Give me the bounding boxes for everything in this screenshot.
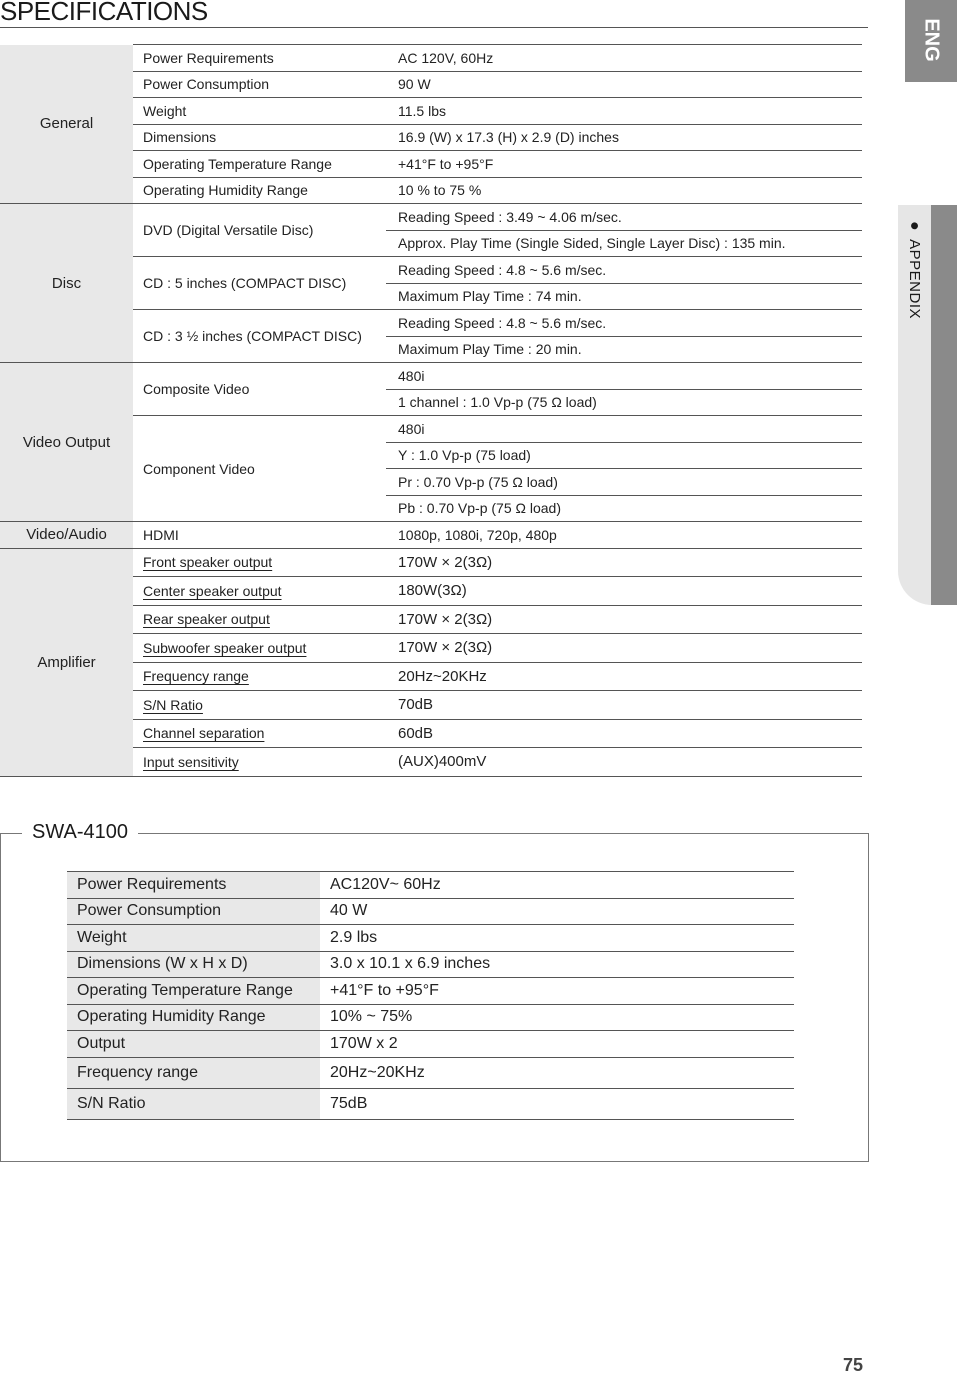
spec-value: 480i <box>386 416 862 443</box>
spec-label: S/N Ratio <box>67 1088 320 1119</box>
table-row <box>67 925 794 952</box>
language-tab-label: ENG <box>920 18 943 62</box>
language-tab <box>905 0 957 82</box>
spec-value: Reading Speed : 3.49 ~ 4.06 m/sec. <box>386 204 862 231</box>
spec-label: Rear speaker output <box>133 605 386 634</box>
table-row <box>0 204 862 231</box>
spec-value: +41°F to +95°F <box>320 978 794 1005</box>
page-number: 75 <box>843 1355 864 1375</box>
spec-value: 20Hz~20KHz <box>386 662 862 691</box>
spec-label: Operating Temperature Range <box>67 978 320 1005</box>
spec-value: +41°F to +95°F <box>386 151 862 178</box>
spec-label: Center speaker output <box>133 577 386 606</box>
table-row <box>67 951 794 978</box>
spec-label: Operating Temperature Range <box>133 151 386 178</box>
table-row <box>67 978 794 1005</box>
table-row <box>0 548 862 577</box>
spec-value: Pb : 0.70 Vp-p (75 Ω load) <box>386 495 862 522</box>
spec-value: 480i <box>386 363 862 390</box>
spec-label: Operating Humidity Range <box>133 177 386 204</box>
table-row <box>67 1004 794 1031</box>
spec-value: 11.5 lbs <box>386 98 862 125</box>
category-video-output: Video Output <box>0 363 133 522</box>
category-general: General <box>0 45 133 204</box>
spec-label: Operating Humidity Range <box>67 1004 320 1031</box>
spec-value: AC120V~ 60Hz <box>320 872 794 899</box>
section-tab-label <box>905 221 923 319</box>
spec-label: CD : 5 inches (COMPACT DISC) <box>133 257 386 310</box>
spec-label: Frequency range <box>133 662 386 691</box>
section-tab-text: APPENDIX <box>906 239 923 320</box>
spec-value: 60dB <box>386 719 862 748</box>
spec-label: Weight <box>133 98 386 125</box>
spec-value: 170W × 2(3Ω) <box>386 548 862 577</box>
section-tab-bar <box>931 205 957 605</box>
spec-value: 3.0 x 10.1 x 6.9 inches <box>320 951 794 978</box>
title-divider <box>0 27 868 28</box>
table-row <box>0 363 862 390</box>
table-row <box>0 45 862 72</box>
swa-spec-table <box>67 871 794 1120</box>
spec-label: Output <box>67 1031 320 1058</box>
spec-label: Power Consumption <box>67 898 320 925</box>
spec-value: 1 channel : 1.0 Vp-p (75 Ω load) <box>386 389 862 416</box>
spec-value: 20Hz~20KHz <box>320 1057 794 1088</box>
spec-label: CD : 3 ½ inches (COMPACT DISC) <box>133 310 386 363</box>
spec-value: 170W × 2(3Ω) <box>386 605 862 634</box>
spec-value: Maximum Play Time : 20 min. <box>386 336 862 363</box>
swa-title: SWA-4100 <box>22 821 138 844</box>
specifications-table <box>0 44 862 777</box>
table-row <box>67 1031 794 1058</box>
spec-label: Dimensions (W x H x D) <box>67 951 320 978</box>
spec-label: Power Requirements <box>67 872 320 899</box>
spec-label: Power Requirements <box>133 45 386 72</box>
spec-label: Power Consumption <box>133 71 386 98</box>
spec-value: 90 W <box>386 71 862 98</box>
spec-value: 16.9 (W) x 17.3 (H) x 2.9 (D) inches <box>386 124 862 151</box>
spec-value: Pr : 0.70 Vp-p (75 Ω load) <box>386 469 862 496</box>
spec-value: 1080p, 1080i, 720p, 480p <box>386 522 862 549</box>
table-row <box>67 1057 794 1088</box>
spec-value: Reading Speed : 4.8 ~ 5.6 m/sec. <box>386 257 862 284</box>
spec-label: S/N Ratio <box>133 691 386 720</box>
spec-label: Input sensitivity <box>133 748 386 777</box>
spec-label: DVD (Digital Versatile Disc) <box>133 204 386 257</box>
spec-value: AC 120V, 60Hz <box>386 45 862 72</box>
category-amplifier: Amplifier <box>0 548 133 776</box>
spec-value: 170W × 2(3Ω) <box>386 634 862 663</box>
category-disc: Disc <box>0 204 133 363</box>
spec-value: 10 % to 75 % <box>386 177 862 204</box>
spec-value: Reading Speed : 4.8 ~ 5.6 m/sec. <box>386 310 862 337</box>
spec-label: HDMI <box>133 522 386 549</box>
spec-label: Frequency range <box>67 1057 320 1088</box>
table-row <box>67 898 794 925</box>
spec-label: Channel separation <box>133 719 386 748</box>
spec-value: 75dB <box>320 1088 794 1119</box>
spec-label: Weight <box>67 925 320 952</box>
spec-value: 170W x 2 <box>320 1031 794 1058</box>
table-row <box>67 872 794 899</box>
spec-value: 70dB <box>386 691 862 720</box>
table-row <box>67 1088 794 1119</box>
spec-value: Approx. Play Time (Single Sided, Single Layer Disc) : 135 min. <box>386 230 862 257</box>
spec-value: Maximum Play Time : 74 min. <box>386 283 862 310</box>
table-row <box>0 522 862 549</box>
spec-label: Dimensions <box>133 124 386 151</box>
spec-label: Composite Video <box>133 363 386 416</box>
spec-value: Y : 1.0 Vp-p (75 load) <box>386 442 862 469</box>
spec-value: 10% ~ 75% <box>320 1004 794 1031</box>
spec-label: Front speaker output <box>133 548 386 577</box>
spec-value: 180W(3Ω) <box>386 577 862 606</box>
spec-value: 40 W <box>320 898 794 925</box>
spec-label: Component Video <box>133 416 386 522</box>
bullet-icon: ● <box>906 220 923 232</box>
spec-value: 2.9 lbs <box>320 925 794 952</box>
page-title: SPECIFICATIONS <box>0 0 208 26</box>
category-video-audio: Video/Audio <box>0 522 133 549</box>
spec-label: Subwoofer speaker output <box>133 634 386 663</box>
spec-value: (AUX)400mV <box>386 748 862 777</box>
